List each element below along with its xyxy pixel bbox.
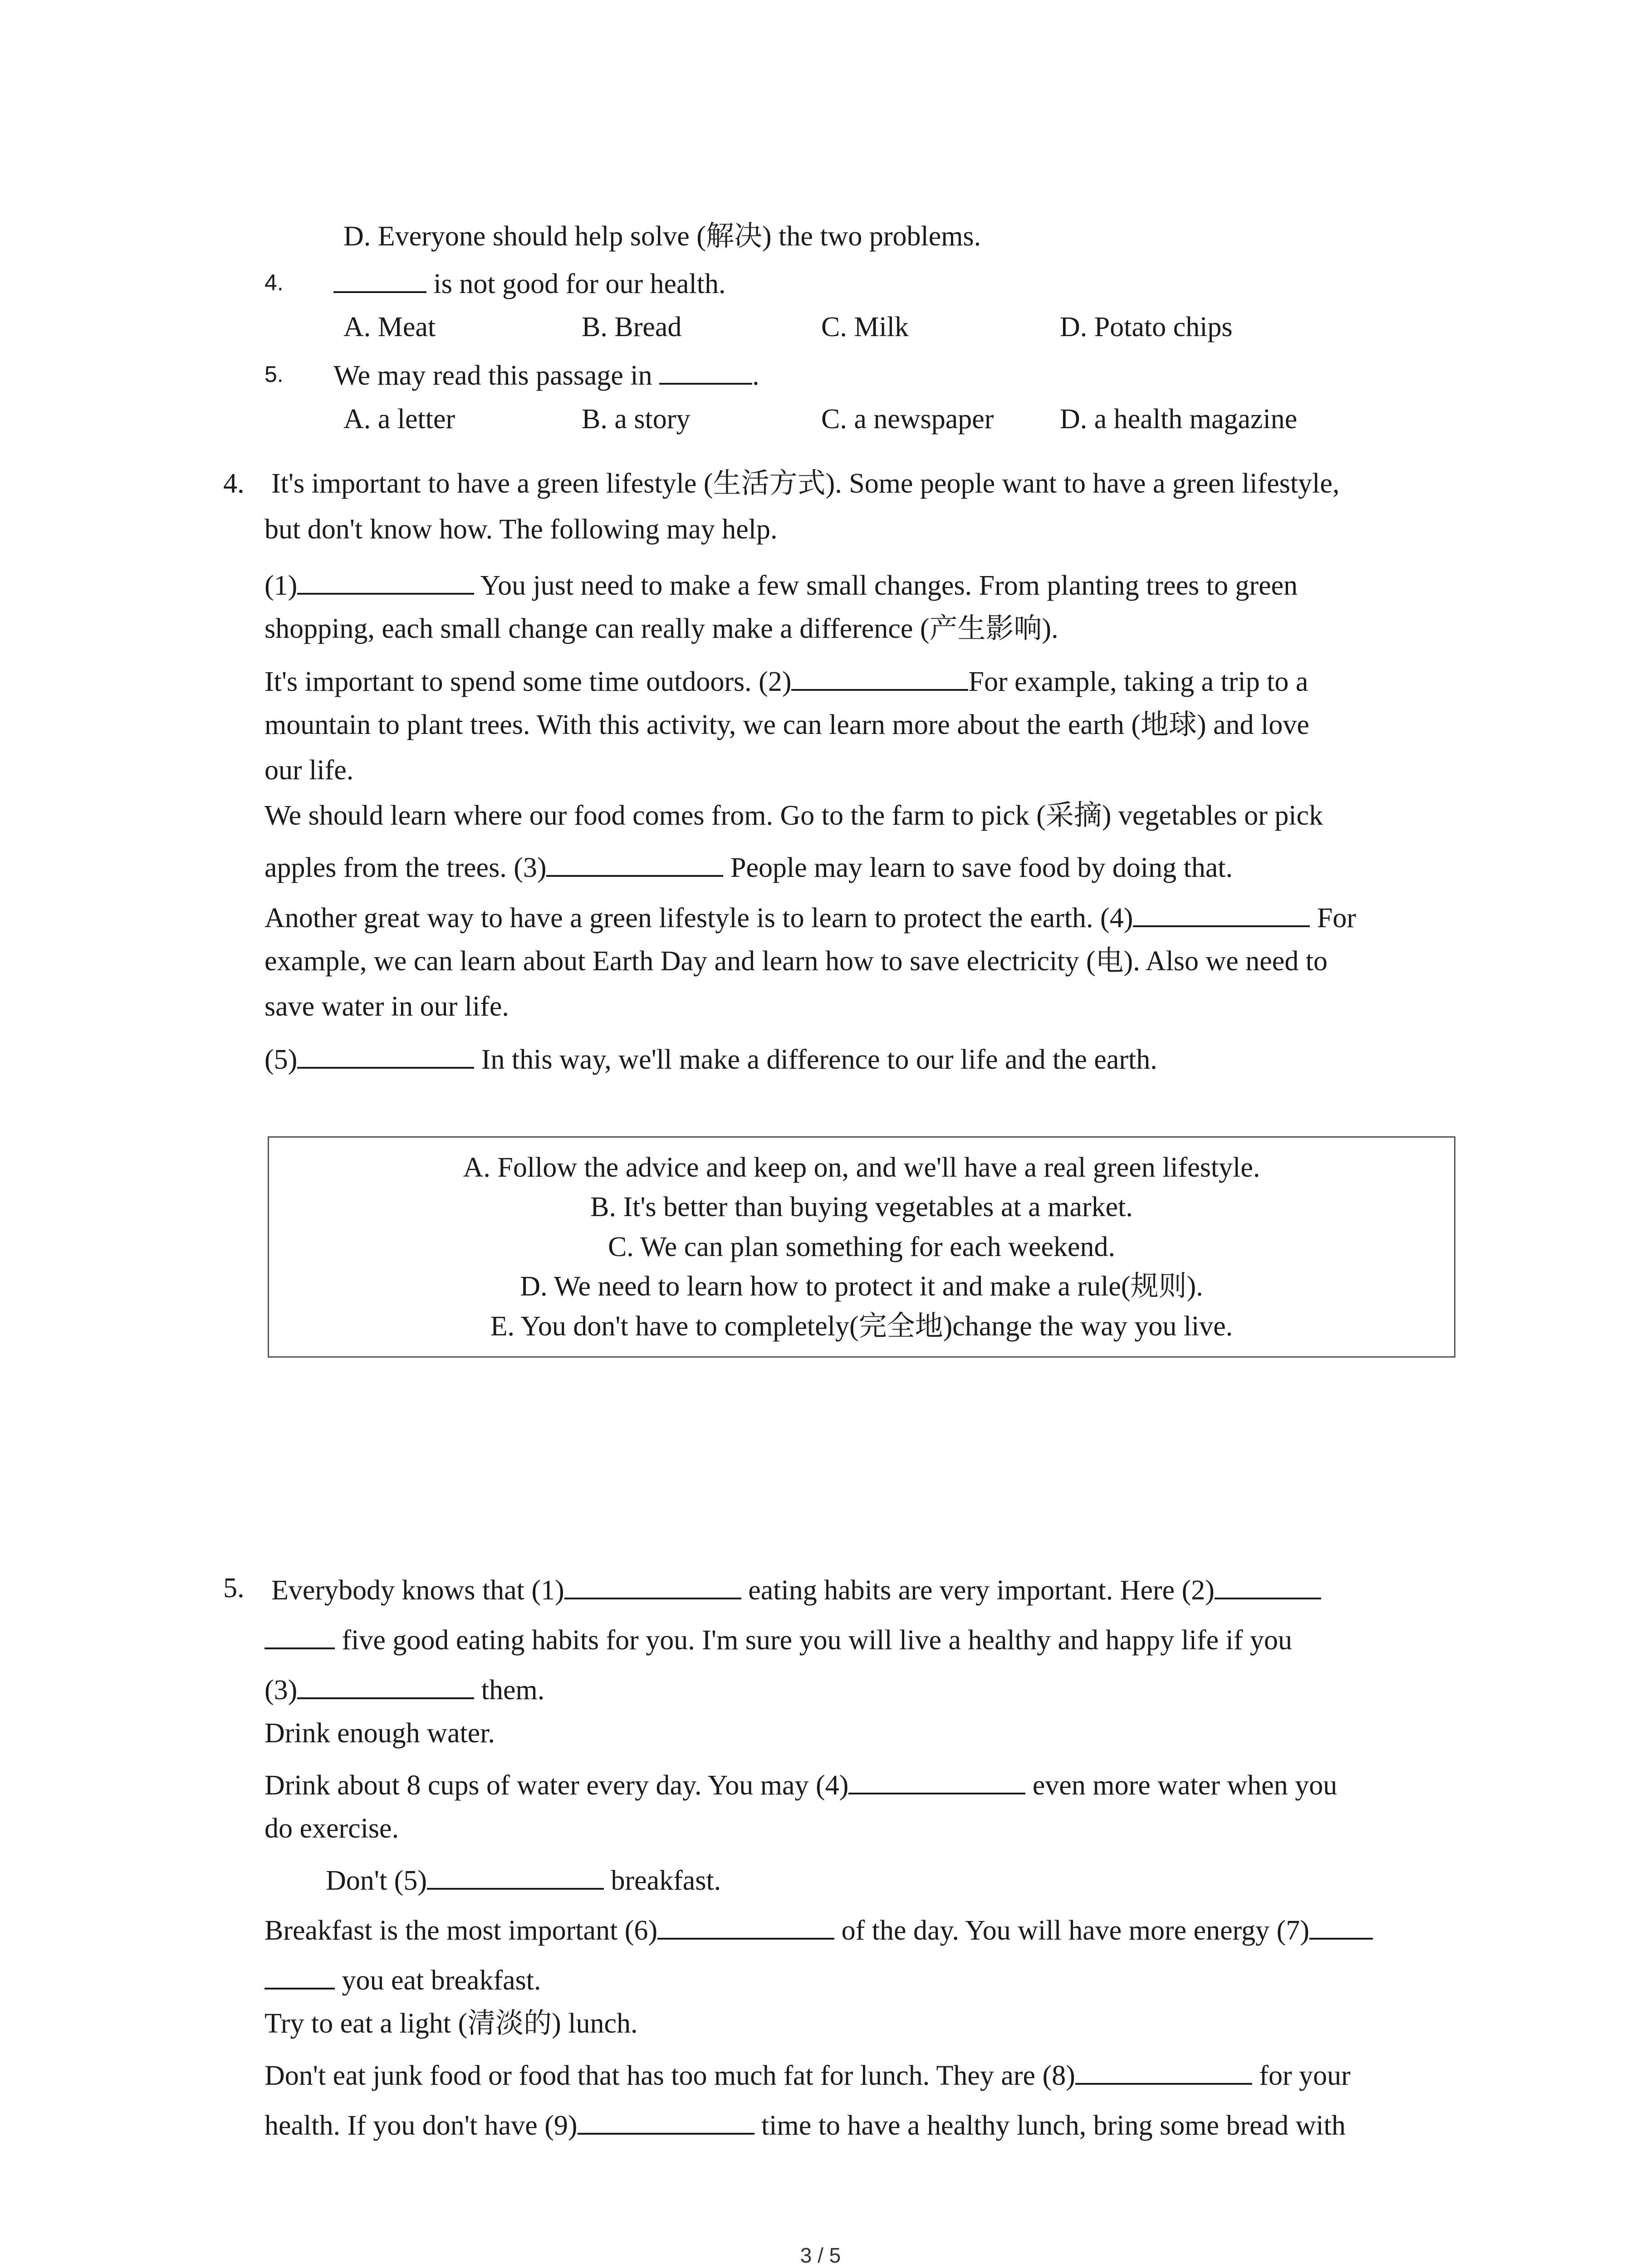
paragraph-5 xyxy=(265,1043,1157,1074)
section-5-text-8: Don't eat junk food or food that has too much fat for lunch. They are (8) xyxy=(265,2060,1075,2091)
heading-light-lunch: Try to eat a light (清淡的) lunch. xyxy=(265,2008,638,2039)
section-4-number: 4. xyxy=(223,468,245,499)
q4-option-a: A. Meat xyxy=(343,312,436,342)
section-5-text-3: them. xyxy=(481,1675,545,1706)
question-5-stem xyxy=(333,359,759,390)
blank-label-5: (5) xyxy=(265,1044,298,1075)
choice-b: B. It's better than buying vegetables at a market. xyxy=(590,1192,1133,1222)
paragraph-4-line-3: save water in our life. xyxy=(265,991,509,1022)
paragraph-4-line-2: example, we can learn about Earth Day and learn how to save electricity (电). Also we need to xyxy=(265,946,1328,977)
answer-blank-3[interactable] xyxy=(297,1674,474,1699)
q5-option-a: A. a letter xyxy=(343,404,456,435)
paragraph-4-text: Another great way to have a green lifestyle is to learn to protect the earth. (4) xyxy=(265,903,1133,934)
q4-option-b: B. Bread xyxy=(582,312,682,342)
blank-label-3: (3) xyxy=(265,1675,298,1706)
answer-blank-5[interactable] xyxy=(427,1864,604,1890)
paragraph-1-text: You just need to make a few small changes. From planting trees to green xyxy=(480,570,1298,601)
heading-breakfast-text-b: breakfast. xyxy=(611,1865,721,1896)
answer-blank-4[interactable] xyxy=(1133,902,1310,927)
section-5-line-2 xyxy=(265,1624,1292,1654)
answer-blank-3[interactable] xyxy=(546,851,723,877)
question-5-period: . xyxy=(752,360,759,391)
heading-breakfast-text: Don't (5) xyxy=(326,1865,427,1896)
section-5-text-8b: for your xyxy=(1259,2060,1351,2091)
answer-blank-2b[interactable] xyxy=(265,1624,335,1649)
section-5-line-8 xyxy=(265,2059,1351,2090)
answer-blank-2a[interactable] xyxy=(1215,1574,1321,1599)
paragraph-2 xyxy=(265,665,1308,696)
paragraph-2-line-3: our life. xyxy=(265,755,354,786)
section-5-line-7 xyxy=(265,1964,541,1994)
section-5-text-4: Drink about 8 cups of water every day. You may (4) xyxy=(265,1770,849,1801)
answer-blank-4[interactable] xyxy=(848,1769,1025,1794)
paragraph-3-line-2 xyxy=(265,851,1233,882)
q4-option-c: C. Milk xyxy=(821,312,909,342)
paragraph-1-line-2: shopping, each small change can really make a difference (产生影响). xyxy=(265,613,1058,644)
paragraph-4-text-b: For xyxy=(1317,903,1356,934)
choice-c: C. We can plan something for each weekend. xyxy=(607,1232,1116,1262)
page-number: 3 / 5 xyxy=(800,2244,841,2267)
choices-box xyxy=(268,1136,1455,1358)
choice-a: A. Follow the advice and keep on, and we'll have a real green lifestyle. xyxy=(463,1152,1260,1183)
heading-breakfast xyxy=(326,1864,721,1895)
question-4-stem xyxy=(333,268,726,298)
blank-label-1: (1) xyxy=(265,570,298,601)
question-number-4: 4. xyxy=(265,270,284,295)
question-5-text: We may read this passage in xyxy=(333,360,652,391)
answer-blank[interactable] xyxy=(333,268,426,293)
section-5-text-2: five good eating habits for you. I'm sure you will live a healthy and happy life if you xyxy=(342,1625,1293,1656)
q5-option-d: D. a health magazine xyxy=(1060,404,1298,435)
section-4-intro-1: It's important to have a green lifestyle (生活方式). Some people want to have a green lifestyle, xyxy=(271,468,1340,499)
answer-blank-7a[interactable] xyxy=(1309,1914,1373,1940)
section-5-text-6: Breakfast is the most important (6) xyxy=(265,1915,658,1946)
paragraph-5-text: In this way, we'll make a difference to our life and the earth. xyxy=(481,1044,1157,1075)
answer-blank-7b[interactable] xyxy=(265,1964,335,1989)
paragraph-3-text: apples from the trees. (3) xyxy=(265,852,547,883)
answer-blank-6[interactable] xyxy=(657,1914,834,1940)
section-5-line-3 xyxy=(265,1674,544,1704)
choice-e: E. You don't have to completely(完全地)change the way you live. xyxy=(490,1311,1233,1342)
q5-option-b: B. a story xyxy=(582,404,691,435)
section-5-line-6 xyxy=(265,1914,1373,1945)
section-5-line-1 xyxy=(271,1574,1321,1604)
section-5-text-7: you eat breakfast. xyxy=(342,1965,541,1996)
option-d-q3: D. Everyone should help solve (解决) the two problems. xyxy=(343,221,981,252)
answer-blank-2[interactable] xyxy=(791,665,968,691)
section-5-line-5: do exercise. xyxy=(265,1813,399,1844)
section-5-line-4 xyxy=(265,1769,1337,1799)
section-5-text-9b: time to have a healthy lunch, bring some bread with xyxy=(761,2110,1346,2141)
section-5-text-1: Everybody knows that (1) xyxy=(271,1575,564,1606)
answer-blank-8[interactable] xyxy=(1075,2059,1252,2085)
paragraph-2-text-b: For example, taking a trip to a xyxy=(968,666,1308,697)
paragraph-4 xyxy=(265,902,1356,932)
section-5-text-6b: of the day. You will have more energy (7) xyxy=(841,1915,1309,1946)
paragraph-3: We should learn where our food comes from. Go to the farm to pick (采摘) vegetables or pick xyxy=(265,800,1323,831)
paragraph-1 xyxy=(265,569,1298,600)
q4-option-d: D. Potato chips xyxy=(1060,312,1233,342)
answer-blank-9[interactable] xyxy=(578,2109,754,2135)
q5-option-c: C. a newspaper xyxy=(821,404,994,435)
answer-blank-1[interactable] xyxy=(564,1574,741,1599)
question-4-text: is not good for our health. xyxy=(433,269,726,299)
question-number-5: 5. xyxy=(265,362,284,387)
section-5-text-9: health. If you don't have (9) xyxy=(265,2110,578,2141)
section-5-number: 5. xyxy=(223,1573,245,1603)
section-5-text-4b: even more water when you xyxy=(1032,1770,1337,1801)
heading-drink-water: Drink enough water. xyxy=(265,1718,495,1749)
section-4-intro-2: but don't know how. The following may help. xyxy=(265,514,778,545)
answer-blank[interactable] xyxy=(659,359,752,385)
paragraph-2-line-2: mountain to plant trees. With this activity, we can learn more about the earth (地球) and love xyxy=(265,709,1309,740)
paragraph-3-text-b: People may learn to save food by doing that. xyxy=(730,852,1233,883)
section-5-line-9 xyxy=(265,2109,1346,2140)
answer-blank-5[interactable] xyxy=(297,1043,474,1069)
choice-d: D. We need to learn how to protect it and make a rule(规则). xyxy=(520,1271,1203,1302)
answer-blank-1[interactable] xyxy=(297,569,474,595)
section-5-text-1b: eating habits are very important. Here (2) xyxy=(748,1575,1215,1606)
paragraph-2-text: It's important to spend some time outdoors. (2) xyxy=(265,666,792,697)
